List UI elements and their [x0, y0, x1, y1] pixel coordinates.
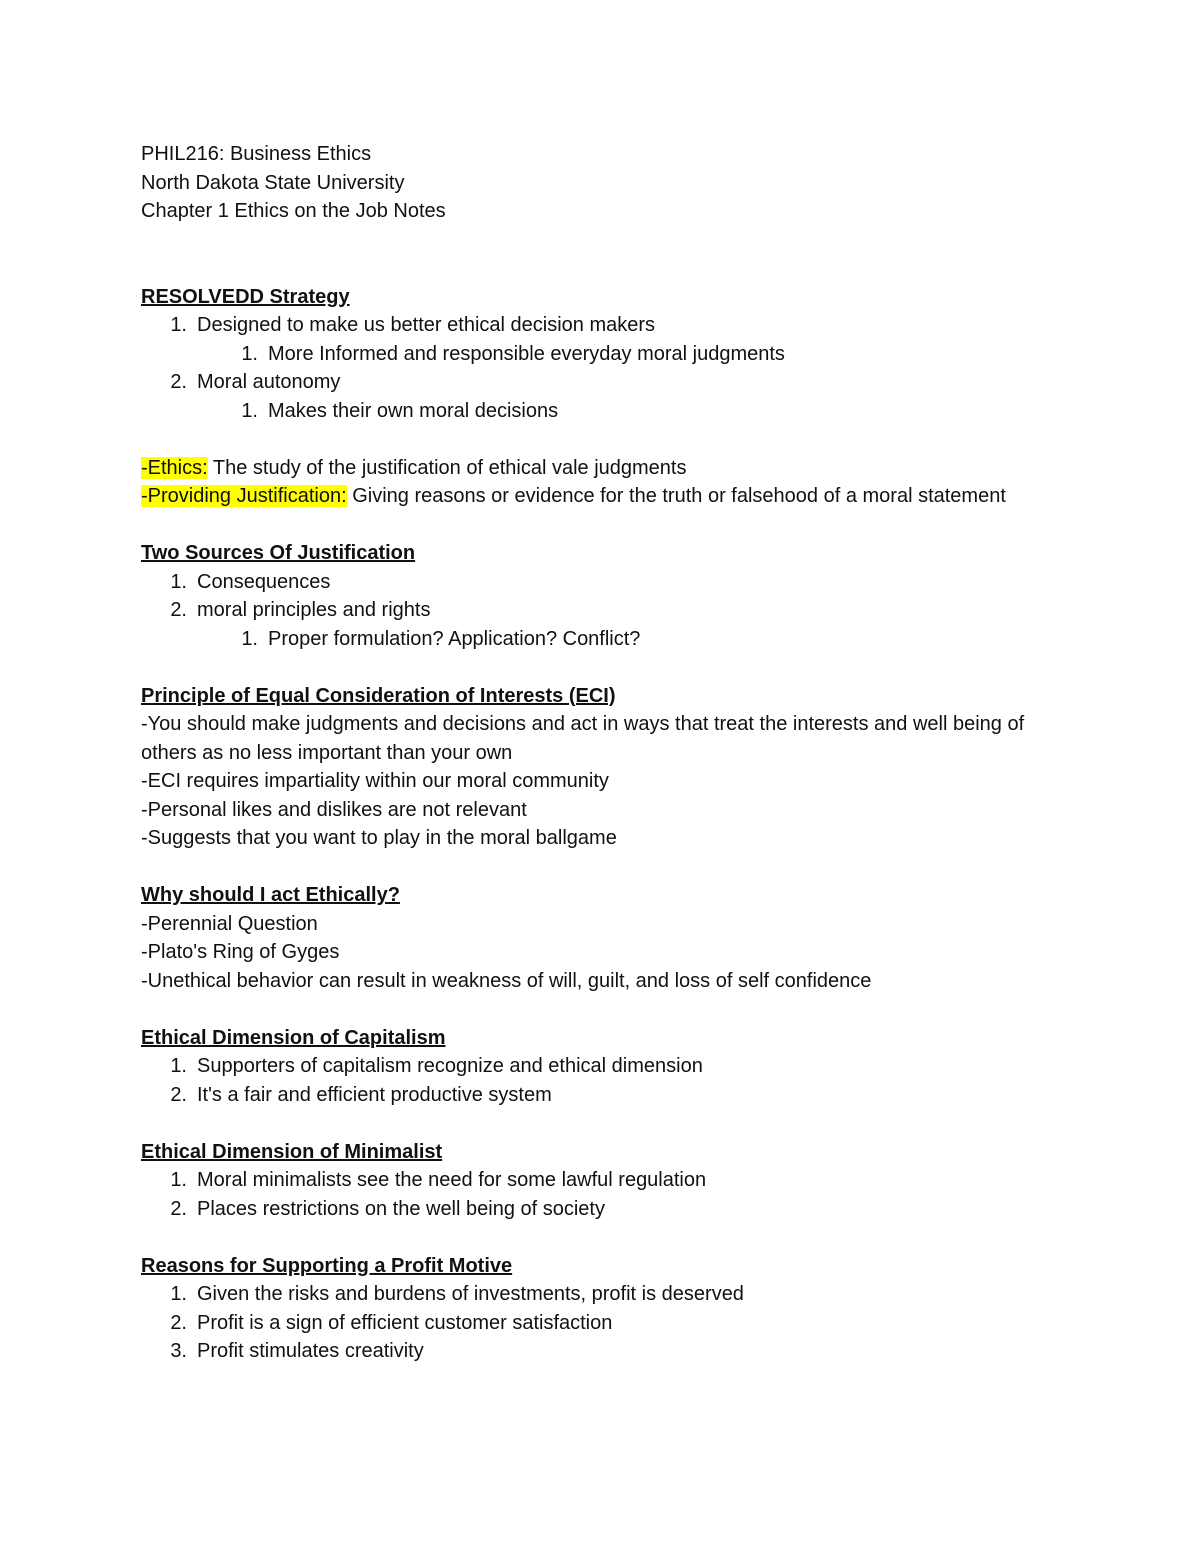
section-heading-resolvedd: RESOLVEDD Strategy	[141, 285, 350, 308]
list-item: 1. Designed to make us better ethical decision makers	[170, 314, 656, 336]
list-item: 1. Supporters of capitalism recognize and ethical dimension	[170, 1055, 703, 1077]
list-item: 2. It's a fair and efficient productive system	[170, 1083, 552, 1106]
list-item: 2. Profit is a sign of efficient customer satisfaction	[170, 1311, 613, 1334]
definition-ethics: -Ethics: The study of the justification of ethical vale judgments	[141, 456, 687, 479]
chapter-title: Chapter 1 Ethics on the Job Notes	[141, 200, 446, 222]
paragraph-line: -Personal likes and dislikes are not relevant	[141, 798, 527, 821]
highlighted-term: -Providing Justification:	[141, 485, 347, 507]
course-title: PHIL216: Business Ethics	[141, 143, 372, 165]
paragraph-line: -Unethical behavior can result in weakness of will, guilt, and loss of self confidence	[141, 969, 872, 992]
list-item: 1. Given the risks and burdens of investments, profit is deserved	[170, 1283, 744, 1305]
list-item: 2. Moral autonomy	[170, 371, 341, 393]
list-item: 1. Consequences	[170, 570, 331, 593]
paragraph-line: -Suggests that you want to play in the moral ballgame	[141, 827, 617, 849]
section-heading-capitalism: Ethical Dimension of Capitalism	[141, 1026, 446, 1049]
document-body	[141, 140, 1041, 1366]
paragraph-line: -You should make judgments and decisions and act in ways that treat the interests and well being of others as no less important than your own	[141, 713, 1025, 764]
section-heading-why: Why should I act Ethically?	[141, 884, 400, 906]
section-heading-eci: Principle of Equal Consideration of Interests (ECI)	[141, 684, 616, 707]
list-item: 1. Moral minimalists see the need for some lawful regulation	[170, 1169, 707, 1191]
university-name: North Dakota State University	[141, 171, 405, 194]
paragraph-line: -ECI requires impartiality within our moral community	[141, 770, 609, 792]
paragraph-line: -Perennial Question	[141, 912, 318, 935]
list-item: 3. Profit stimulates creativity	[170, 1340, 424, 1362]
section-heading-sources: Two Sources Of Justification	[141, 542, 416, 564]
list-item: 1. More Informed and responsible everyday moral judgments	[241, 342, 785, 365]
list-item: 1. Proper formulation? Application? Conflict?	[241, 627, 641, 650]
section-heading-minimalist: Ethical Dimension of Minimalist	[141, 1140, 443, 1163]
list-item: 1. Makes their own moral decisions	[241, 399, 559, 422]
paragraph-line: -Plato's Ring of Gyges	[141, 941, 340, 963]
section-heading-profit: Reasons for Supporting a Profit Motive	[141, 1254, 513, 1277]
list-item: 2. Places restrictions on the well being of society	[170, 1197, 605, 1220]
definition-justification: -Providing Justification: Giving reasons or evidence for the truth or falsehood of a moral statement	[141, 485, 1006, 507]
list-item: 2. moral principles and rights	[170, 599, 431, 621]
highlighted-term: -Ethics:	[141, 456, 208, 479]
